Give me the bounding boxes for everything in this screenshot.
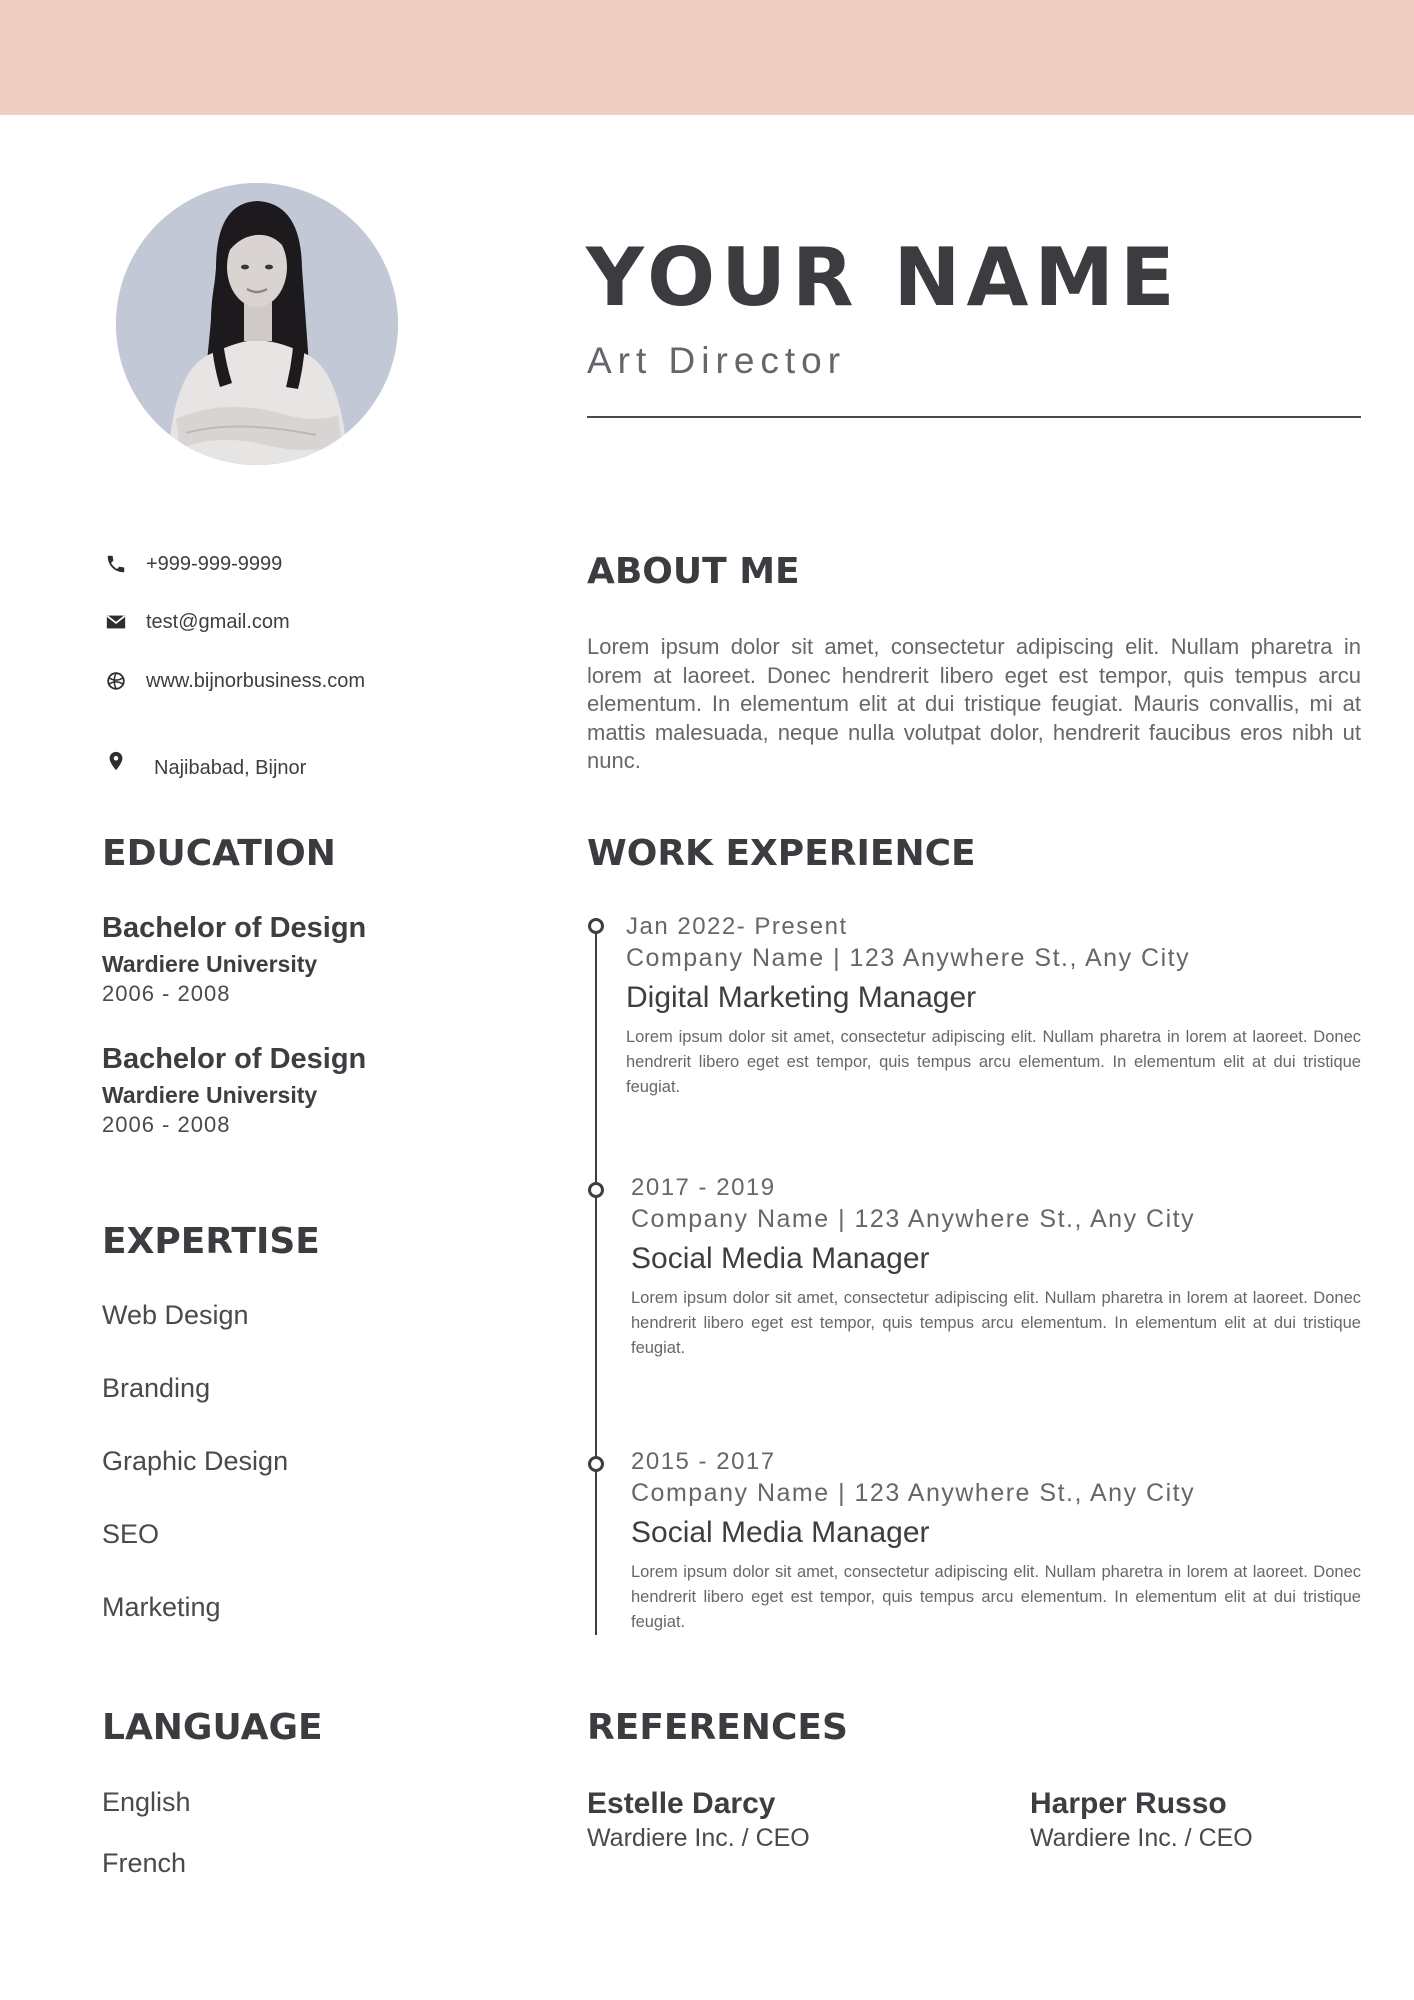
school: Wardiere University: [102, 951, 318, 978]
about-heading: ABOUT ME: [587, 551, 800, 592]
work-heading: WORK EXPERIENCE: [587, 833, 976, 874]
header-divider: [587, 416, 1361, 418]
job-title: Digital Marketing Manager: [626, 981, 977, 1015]
years: 2006 - 2008: [102, 1112, 231, 1138]
full-name: YOUR NAME: [586, 231, 1181, 324]
degree: Bachelor of Design: [102, 1043, 367, 1075]
timeline-dot: [588, 1182, 604, 1198]
reference-title: Wardiere Inc. / CEO: [587, 1824, 810, 1852]
expertise-item: Marketing: [102, 1592, 221, 1622]
timeline-dot: [588, 1456, 604, 1472]
years: 2006 - 2008: [102, 981, 231, 1007]
job-title: Social Media Manager: [631, 1516, 930, 1550]
job-entry: [631, 1174, 1361, 1361]
timeline-line: [595, 928, 597, 1635]
education-heading: EDUCATION: [102, 833, 336, 874]
phone-number: +999-999-9999: [146, 552, 283, 575]
degree: Bachelor of Design: [102, 912, 367, 944]
job-description: Lorem ipsum dolor sit amet, consectetur adipiscing elit. Nullam pharetra in lorem at laoreet. Donec hendrerit libero eget est tempor, quis tempus arcu elementum. In elementum elit at dui tristique feugiat.: [631, 1288, 1361, 1357]
contact-email: [104, 610, 290, 634]
job-description: Lorem ipsum dolor sit amet, consectetur adipiscing elit. Nullam pharetra in lorem at laoreet. Donec hendrerit libero eget est tempor, quis tempus arcu elementum. In elementum elit at dui tristique feugiat.: [631, 1562, 1361, 1631]
job-entry: [626, 913, 1361, 1100]
job-entry: [631, 1448, 1361, 1635]
profile-photo: [116, 183, 398, 465]
email-address: test@gmail.com: [146, 610, 290, 633]
location-text: Najibabad, Bijnor: [154, 757, 307, 779]
reference-title: Wardiere Inc. / CEO: [1030, 1824, 1253, 1852]
language-heading: LANGUAGE: [102, 1707, 323, 1748]
portrait-photo-icon: [116, 183, 398, 465]
language-item: English: [102, 1787, 191, 1817]
references-heading: REFERENCES: [587, 1707, 848, 1748]
contact-website: [104, 669, 365, 693]
expertise-item: SEO: [102, 1519, 160, 1549]
globe-icon: [104, 669, 128, 693]
website-url: www.bijnorbusiness.com: [146, 669, 365, 692]
reference-name: Estelle Darcy: [587, 1787, 776, 1820]
phone-icon: [104, 552, 128, 576]
location-pin-icon: [104, 749, 128, 773]
job-company: Company Name | 123 Anywhere St., Any City: [631, 1478, 1196, 1507]
job-description: Lorem ipsum dolor sit amet, consectetur adipiscing elit. Nullam pharetra in lorem at laoreet. Donec hendrerit libero eget est tempor, quis tempus arcu elementum. In elementum elit at dui tristique feugiat.: [626, 1027, 1361, 1096]
expertise-item: Web Design: [102, 1300, 249, 1330]
job-company: Company Name | 123 Anywhere St., Any City: [631, 1204, 1196, 1233]
about-text: Lorem ipsum dolor sit amet, consectetur adipiscing elit. Nullam pharetra in lorem at laoreet. Donec hendrerit libero eget est tempor, quis tempus arcu elementum. In elementum elit at dui tristique feugiat. Mauris convallis, mi at mattis malesuada, neque nulla volutpat dolor, hendrerit faucibus eros nibh ut nunc.: [587, 634, 1361, 773]
contact-phone: [104, 552, 282, 576]
school: Wardiere University: [102, 1082, 318, 1109]
contact-location: [104, 741, 306, 780]
timeline-dot: [588, 918, 604, 934]
job-date: Jan 2022- Present: [626, 913, 848, 940]
reference-item: [1030, 1786, 1253, 1856]
job-company: Company Name | 123 Anywhere St., Any City: [626, 943, 1191, 972]
expertise-heading: EXPERTISE: [102, 1221, 320, 1262]
email-icon: [104, 610, 128, 634]
job-date: 2015 - 2017: [631, 1448, 776, 1475]
job-title: Social Media Manager: [631, 1242, 930, 1276]
reference-item: [587, 1786, 810, 1856]
education-item: [102, 1043, 366, 1140]
education-item: [102, 912, 366, 1009]
language-item: French: [102, 1848, 187, 1878]
job-date: 2017 - 2019: [631, 1174, 776, 1201]
job-role: Art Director: [587, 340, 847, 381]
top-color-band: [0, 0, 1414, 115]
reference-name: Harper Russo: [1030, 1787, 1227, 1820]
expertise-item: Graphic Design: [102, 1446, 289, 1476]
expertise-item: Branding: [102, 1373, 211, 1403]
